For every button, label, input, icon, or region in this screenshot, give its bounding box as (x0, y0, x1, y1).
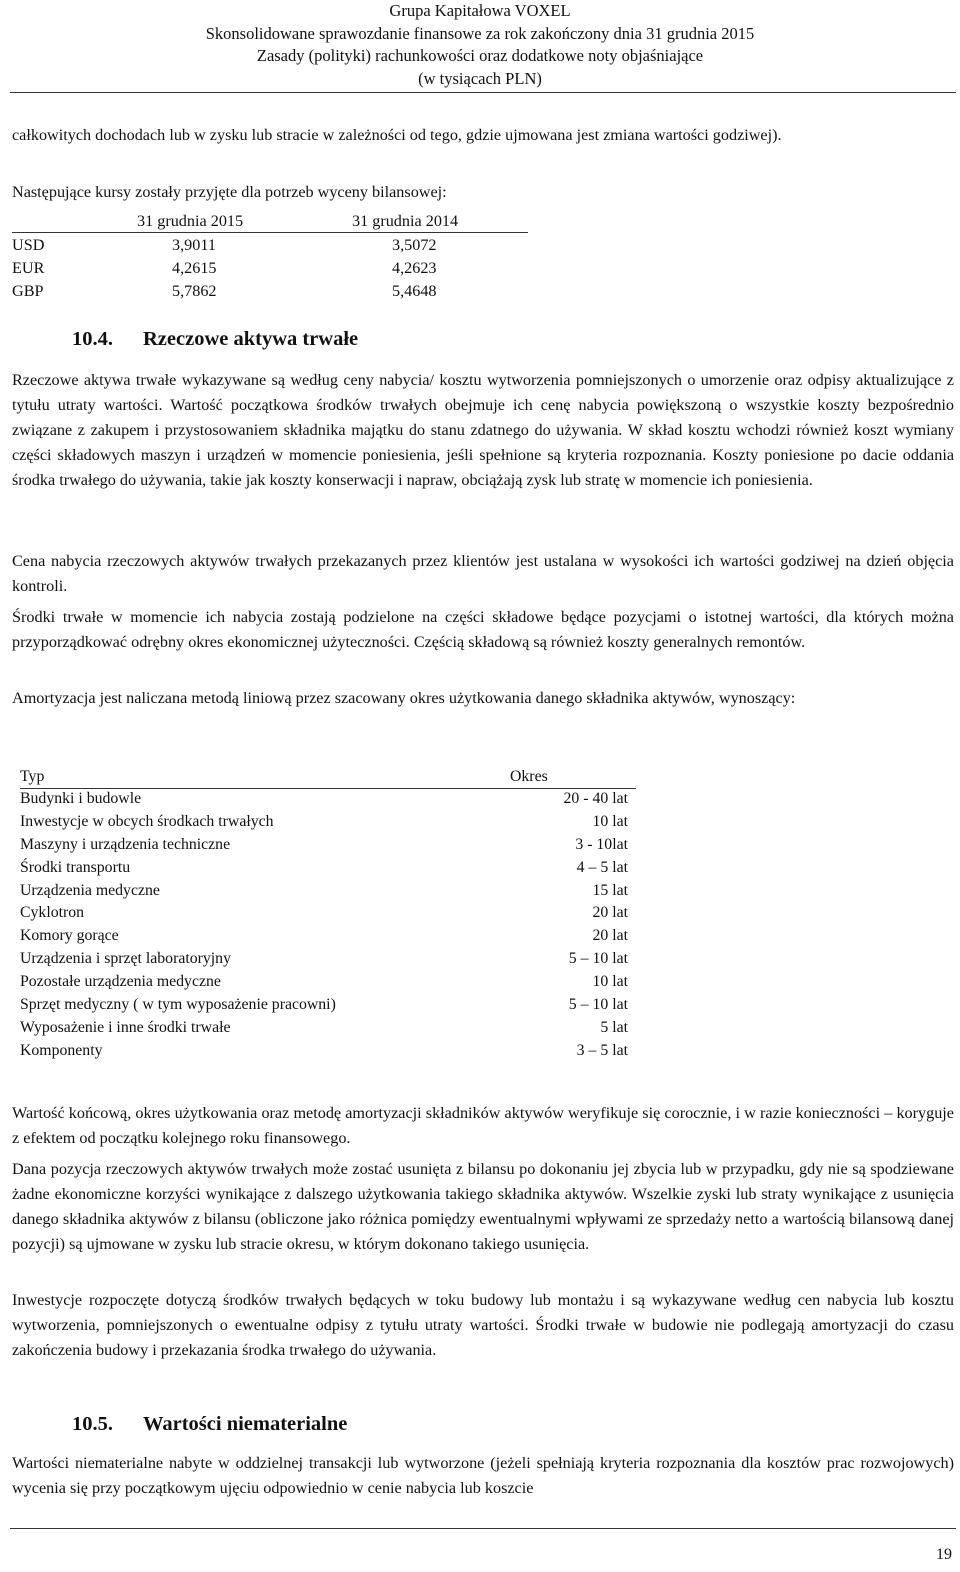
asset-type: Komory gorące (20, 927, 119, 945)
rates-col-2015: 31 grudnia 2015 (137, 212, 244, 230)
useful-life: 10 lat (592, 973, 628, 991)
rate-2014: 3,5072 (392, 236, 437, 254)
rate-2014: 5,4648 (392, 282, 437, 300)
section-title: Wartości niematerialne (143, 1413, 348, 1435)
useful-life: 5 – 10 lat (568, 996, 628, 1014)
section-number: 10.4. (72, 328, 113, 350)
header-currency-note: (w tysiącach PLN) (418, 68, 542, 88)
table-row (20, 835, 636, 858)
asset-type: Cyklotron (20, 904, 85, 922)
col-period-header: Okres (510, 768, 548, 785)
useful-life: 5 lat (600, 1018, 628, 1036)
body-paragraph: Środki trwałe w momencie ich nabycia zostają podzielone na części składowe będące pozycjami o istotnej wartości, dla których można przyporządkować odrębny okres ekonomicznej użyteczności. Częścią składową są również koszty generalnych remontów. (12, 608, 954, 651)
table-row (20, 789, 636, 812)
rates-table-header (12, 210, 528, 233)
table-row (20, 972, 636, 995)
currency-code: USD (12, 236, 45, 254)
section-title: Rzeczowe aktywa trwałe (143, 328, 359, 350)
footer-divider (10, 1528, 956, 1529)
body-paragraph: Dana pozycja rzeczowych aktywów trwałych może zostać usunięta z bilansu po dokonaniu jej zbycia lub w przypadku, gdy nie są spodziewane żadne ekonomiczne korzyści wynikające z dalszego użytkowania takiego składnika aktywów. Wszelkie zyski lub straty wynikające z usunięcia danego składnika aktywów z bilansu (obliczone jako różnica pomiędzy ewentualnymi wpływami ze sprzedaży netto a wartością bilansową danej pozycji) są ujmowane w zysku lub stracie okresu, w którym dokonano takiego usunięcia. (12, 1160, 954, 1253)
table-row (20, 995, 636, 1018)
asset-type: Sprzęt medyczny ( w tym wyposażenie pracowni) (20, 996, 336, 1014)
body-paragraph: Inwestycje rozpoczęte dotyczą środków trwałych będących w toku budowy lub montażu i są wykazywane według cen nabycia lub kosztu wytworzenia, pomniejszonych o ewentualne odpisy z tytułu utraty wartości. Środki trwałe w budowie nie podlegają amortyzacji do czasu zakończenia budowy i przekazania środka trwałego do używania. (12, 1291, 954, 1359)
table-row (20, 926, 636, 949)
body-paragraph: Amortyzacja jest naliczana metodą liniową przez szacowany okres użytkowania danego składnika aktywów, wynoszący: (12, 689, 796, 707)
depreciation-table (20, 766, 636, 1064)
rate-2014: 4,2623 (392, 259, 437, 277)
useful-life: 3 - 10lat (575, 835, 628, 853)
useful-life: 20 - 40 lat (563, 790, 628, 807)
useful-life: 20 lat (592, 904, 628, 922)
asset-type: Urządzenia medyczne (20, 881, 160, 899)
rate-2015: 5,7862 (172, 282, 217, 300)
rates-col-2014: 31 grudnia 2014 (352, 212, 459, 230)
asset-type: Komponenty (20, 1041, 103, 1059)
rate-2015: 4,2615 (172, 259, 217, 277)
rates-intro: Następujące kursy zostały przyjęte dla potrzeb wyceny bilansowej: (12, 183, 447, 201)
rates-row (12, 282, 532, 304)
header-report-title: Skonsolidowane sprawozdanie finansowe za rok zakończony dnia 31 grudnia 2015 (205, 23, 755, 43)
asset-type: Urządzenia i sprzęt laboratoryjny (20, 950, 231, 968)
header-section: Zasady (polityki) rachunkowości oraz dodatkowe noty objaśniające (256, 46, 704, 65)
col-type-header: Typ (20, 768, 45, 785)
useful-life: 5 – 10 lat (568, 950, 628, 968)
table-row (20, 881, 636, 904)
document-header (0, 0, 960, 90)
table-row (20, 858, 636, 881)
body-paragraph: Rzeczowe aktywa trwałe wykazywane są według ceny nabycia/ kosztu wytworzenia pomniejszonych o umorzenie oraz odpisy aktualizujące z tytułu utraty wartości. Wartość początkowa środków trwałych obejmuje ich cenę nabycia powiększoną o wszystkie koszty bezpośrednio związane z zakupem i przystosowaniem składnika majątku do stanu zdatnego do używania. W skład kosztu wchodzi również koszt wymiany części składowych maszyn i urządzeń w momencie poniesienia, jeśli spełnione są kryteria rozpoznania. Koszty poniesione po dacie oddania środka trwałego do używania, takie jak koszty konserwacji i napraw, obciążają zysk lub stratę w momencie ich poniesienia. (12, 371, 954, 489)
currency-code: GBP (12, 282, 44, 300)
page-number: 19 (936, 1546, 952, 1563)
body-paragraph: Cena nabycia rzeczowych aktywów trwałych przekazanych przez klientów jest ustalana w wysokości ich wartości godziwej na dzień objęcia kontroli. (12, 552, 954, 595)
asset-type: Środki transportu (20, 858, 131, 876)
table-row (20, 949, 636, 972)
useful-life: 10 lat (592, 812, 628, 830)
useful-life: 4 – 5 lat (576, 858, 628, 876)
depreciation-table-header (20, 766, 636, 789)
section-heading (72, 1413, 347, 1436)
table-row (20, 903, 636, 926)
currency-code: EUR (12, 259, 45, 277)
rates-row (12, 236, 532, 258)
asset-type: Budynki i budowle (20, 790, 142, 807)
rates-row (12, 259, 532, 281)
asset-type: Inwestycje w obcych środkach trwałych (20, 812, 274, 830)
intro-paragraph: całkowitych dochodach lub w zysku lub stracie w zależności od tego, gdzie ujmowana jest zmiana wartości godziwej). (12, 126, 782, 144)
useful-life: 20 lat (592, 927, 628, 945)
useful-life: 3 – 5 lat (576, 1041, 628, 1059)
rate-2015: 3,9011 (172, 236, 216, 254)
header-company: Grupa Kapitałowa VOXEL (389, 1, 571, 20)
header-divider (10, 92, 956, 93)
table-row (20, 1041, 636, 1064)
section-heading (72, 328, 358, 351)
asset-type: Wyposażenie i inne środki trwałe (20, 1018, 231, 1036)
asset-type: Maszyny i urządzenia techniczne (20, 835, 231, 853)
body-paragraph: Wartość końcową, okres użytkowania oraz metodę amortyzacji składników aktywów weryfikuje się corocznie, i w razie konieczności – koryguje z efektem od początku kolejnego roku finansowego. (12, 1104, 954, 1147)
useful-life: 15 lat (592, 881, 628, 899)
body-paragraph: Wartości niematerialne nabyte w oddzielnej transakcji lub wytworzone (jeżeli spełniają kryteria rozpoznania dla kosztów prac rozwojowych) wycenia się przy początkowym ujęciu odpowiednio w cenie nabycia lub koszcie (12, 1454, 954, 1497)
table-row (20, 1018, 636, 1041)
table-row (20, 812, 636, 835)
asset-type: Pozostałe urządzenia medyczne (20, 973, 221, 991)
section-number: 10.5. (72, 1413, 113, 1435)
